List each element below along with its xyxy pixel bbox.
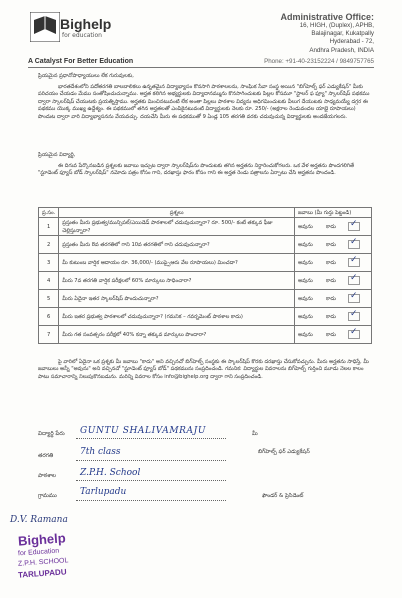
header-divider bbox=[28, 67, 374, 68]
table-row bbox=[39, 290, 372, 308]
answer-checkbox[interactable] bbox=[348, 237, 360, 249]
question-text: మీరు ఇతర ప్రభుత్వ పాఠశాలలో చదువుచున్నారా? (గమనిక – గవర్నమెంట్ పాఠశాల కాదు) bbox=[59, 308, 295, 326]
answer-checkbox[interactable] bbox=[348, 291, 360, 303]
no-option-label: కాదు bbox=[326, 314, 336, 320]
table-row bbox=[39, 218, 372, 236]
salutation: ప్రియమైన ప్రధానోపాధ్యాయులు లేక గురువులకు, bbox=[38, 73, 134, 79]
no-option-label: కాదు bbox=[326, 278, 336, 284]
stamp-line: Z.P.H. SCHOOL bbox=[17, 557, 69, 568]
answer-cell bbox=[295, 308, 372, 326]
question-text: ప్రస్తుతం మీరు ప్రభుత్వ/మున్సిపల్/ఎయిడెడ్ పాఠశాలలో చదువుచున్నారా? రూ. 500/- కంటే తక్కువ ఫీజు చెల్లిస్తున్నారా? bbox=[59, 218, 295, 236]
question-text: ప్రస్తుతం మీరు 8వ తరగతిలో గాని 10వ తరగతిలో గాని చదువుచున్నారా? bbox=[59, 236, 295, 254]
question-number: 5 bbox=[39, 290, 59, 308]
no-option-label: కాదు bbox=[326, 296, 336, 302]
checkmark-icon: ✓ bbox=[350, 237, 358, 247]
answer-cell bbox=[295, 290, 372, 308]
closing-label: మీ bbox=[252, 431, 258, 437]
question-number: 7 bbox=[39, 326, 59, 344]
question-number: 6 bbox=[39, 308, 59, 326]
checkmark-icon: ✓ bbox=[350, 291, 358, 301]
intro-paragraph: భారతదేశంలోని పదోతరగతి బాలబాలికలు ఉన్నతమైన విద్యాభ్యాసం కొనసాగి పాఠశాలలను, సాంఘిక సేవా సంస్థ అయిన "బిగ్‌హెల్ప్ ఫర్ ఎడ్యుకేషన్" మీకు పరిచయం చేయడం మేము సంతోషించుచున్నాము. అర్హత కలిగిన అభ్యర్థులకు విద్యాదానమ్మును కొనసాగించుటకు పిల్లల కోసమూ "స్టాలర్ ఫ ఫ్యూ" స్కాలర్‌షిప్ పథకము ద్వారా స్కాలర్‌షిప్ చేయుటకు ప్రయత్నిస్తాము. అర్హతకు మించినటువంటి లేక అంతా పిల్లలు పాఠశాల విద్యను అధిగమించుటకు వీలుగ దేయుటకు సాధ్యమయ్యే దగ్గర ఈ పథకము యొక్క ముఖ్య ఉద్దేశ్యం. ఈ పథకములో తగిన అర్హతలతో ఎంపికైనటువంటి విద్యార్థులకు నెలకు రూ. 250/- (అక్షరాల రెండువందల యాభై రూపాయలు) పొందుట ద్వారా వారి విద్యాభ్యాసనను వేయవచ్చు. దయచేసి మీరు ఈ పథకముతో 9 ఏండ్ల 105 తరగతి వరకు చదువుచున్న విద్యార్థులకు అందజేయగలరు. bbox=[38, 84, 370, 120]
answer-checkbox[interactable] bbox=[348, 327, 360, 339]
class-value: 7th class bbox=[80, 447, 121, 457]
question-number: 4 bbox=[39, 272, 59, 290]
yes-option-label: అవును bbox=[298, 224, 313, 230]
checkmark-icon: ✓ bbox=[350, 327, 358, 337]
col-header-number: ప్ర.సం. bbox=[39, 208, 59, 218]
book-icon bbox=[30, 12, 60, 42]
address-line: Andhra Pradesh, INDIA bbox=[309, 46, 374, 54]
no-option-label: కాదు bbox=[326, 242, 336, 248]
checkmark-icon: ✓ bbox=[350, 273, 358, 283]
answer-cell bbox=[295, 326, 372, 344]
address-line: 16, HIGH, (Duplex), APHB, bbox=[299, 22, 374, 29]
yes-option-label: అవును bbox=[298, 314, 313, 320]
answer-cell bbox=[295, 272, 372, 290]
school-line[interactable] bbox=[76, 480, 226, 481]
table-header-row bbox=[39, 208, 372, 218]
tagline: A Catalyst For Better Education bbox=[28, 58, 134, 65]
answer-cell bbox=[295, 254, 372, 272]
brand-name: Bighelp bbox=[60, 16, 112, 32]
no-option-label: కాదు bbox=[326, 260, 336, 266]
table-row bbox=[39, 308, 372, 326]
checkmark-icon: ✓ bbox=[350, 255, 358, 265]
yes-option-label: అవును bbox=[298, 332, 313, 338]
table-row bbox=[39, 326, 372, 344]
class-line[interactable] bbox=[76, 460, 226, 461]
student-name-label: విద్యార్థి పేరు bbox=[38, 431, 65, 437]
answer-cell bbox=[295, 236, 372, 254]
instructions-paragraph: ఈ దిగువ పేర్కొనబడిన ప్రశ్నలకు జవాబు ఇచ్చుట ద్వారా స్కాలర్‌షిప్‌ను పొందుటకు తగిన అర్హతను నిర్ధారించుకోగలరు. ఒక వేళ అర్హతను పొందగలిగితే "స్టూడెంట్ ఫ్యూస్ బోడ్ స్కాలర్‌షిప్" నమోదు పత్రం కోసం గాని, దరఖాస్తు ఫారం కోసం గాని ఈ అర్హత రెండు పత్రాలను ఏర్పాటు చేసి అర్హతను పొందండి. bbox=[38, 163, 354, 177]
village-value: Tarlupadu bbox=[80, 487, 127, 497]
question-number: 2 bbox=[39, 236, 59, 254]
stamp-brand: Bighelp bbox=[17, 530, 67, 549]
checkmark-icon: ✓ bbox=[350, 219, 358, 229]
question-number: 1 bbox=[39, 218, 59, 236]
col-header-question: ప్రశ్నలు bbox=[59, 208, 295, 218]
stamp-line: for Education bbox=[17, 547, 60, 558]
head-master-signature: D.V. Ramana bbox=[10, 515, 68, 525]
founder-label: ఫౌండర్ & ప్రెసిడెంట్ bbox=[262, 493, 304, 499]
question-number: 3 bbox=[39, 254, 59, 272]
village-line[interactable] bbox=[76, 500, 226, 501]
phone-numbers: Phone: +91-40-23152224 / 9849757765 bbox=[264, 57, 374, 65]
no-option-label: కాదు bbox=[326, 224, 336, 230]
organisation-label: బిగ్‌హెల్ప్ ఫర్ ఎడ్యుకేషన్ bbox=[258, 449, 310, 455]
yes-option-label: అవును bbox=[298, 278, 313, 284]
checkmark-icon: ✓ bbox=[350, 309, 358, 319]
yes-option-label: అవును bbox=[298, 242, 313, 248]
answer-checkbox[interactable] bbox=[348, 255, 360, 267]
school-value: Z.P.H. School bbox=[80, 468, 141, 478]
table-row bbox=[39, 272, 372, 290]
question-text: మీరు గత సంవత్సరం పరీక్షలో 40% కన్నా తక్కువ మార్కులు పొందారా? bbox=[59, 326, 295, 344]
address-line: Hyderabad - 72, bbox=[329, 38, 374, 46]
eligibility-table bbox=[38, 207, 372, 344]
brand-subtitle: for education bbox=[62, 32, 102, 39]
student-name-value: GUNTU SHALIVAMRAJU bbox=[80, 426, 207, 436]
class-label: తరగతి bbox=[38, 453, 54, 459]
closing-paragraph: పై వారిలో ఏదైనా ఒక ప్రశ్నకు మీ జవాబు "కాదు" అని వచ్చినచో బిగ్‌హెల్ప్ సంస్థకు ఈ స్కాలర్‌షిప్ కొరకు దరఖాస్తు చేసుకోవచ్చును. మీరు అర్హతను సాధిస్తే, మీ జవాబులు అన్నీ "అవును" అని వచ్చినచో "స్టూడెంట్ ఫ్యూస్ బోడ్" పథకమును సంప్రదించండి. గమనిక: విద్యార్థుల వివరాలను బిగ్‌హెల్ప్ గుర్తించి మూడు నెలల కాలం పాటు సమాచారాన్ని నిలుపుకొనబడును. మరిన్ని వివరాల కోసం info@bighelp.org ద్వారా గాని సంప్రదించండి. bbox=[38, 359, 369, 380]
yes-option-label: అవును bbox=[298, 260, 313, 266]
question-text: మీరు ఏదైనా ఇతర స్కాలర్‌షిప్ పొందుచున్నారా? bbox=[59, 290, 295, 308]
village-label: గ్రామము bbox=[38, 493, 57, 499]
col-header-answer: జవాబు (మీ గుర్తు పెట్టండి) bbox=[295, 208, 372, 218]
table-row bbox=[39, 236, 372, 254]
answer-cell bbox=[295, 218, 372, 236]
question-text: మీరు 7వ తరగతి వార్షిక పరీక్షలలో 60% మార్కులు సాధించారా? bbox=[59, 272, 295, 290]
table-row bbox=[39, 254, 372, 272]
student-name-line[interactable] bbox=[76, 438, 226, 439]
question-text: మీ కుటుంబ వార్షిక ఆదాయం రూ. 36,000/- (ముప్పైఆరు వేల రూపాయలు) మించదా? bbox=[59, 254, 295, 272]
answer-checkbox[interactable] bbox=[348, 273, 360, 285]
office-address-block bbox=[264, 12, 374, 65]
student-greeting: ప్రియమైన విద్యార్థి, bbox=[38, 152, 76, 158]
yes-option-label: అవును bbox=[298, 296, 313, 302]
school-label: పాఠశాల bbox=[38, 473, 56, 479]
answer-checkbox[interactable] bbox=[348, 219, 360, 231]
answer-checkbox[interactable] bbox=[348, 309, 360, 321]
address-line: Balajinagar, Kukatpally bbox=[311, 30, 374, 38]
office-title: Administrative Office: bbox=[280, 12, 374, 22]
no-option-label: కాదు bbox=[326, 332, 336, 338]
stamp-line: TARLUPADU bbox=[17, 567, 67, 580]
